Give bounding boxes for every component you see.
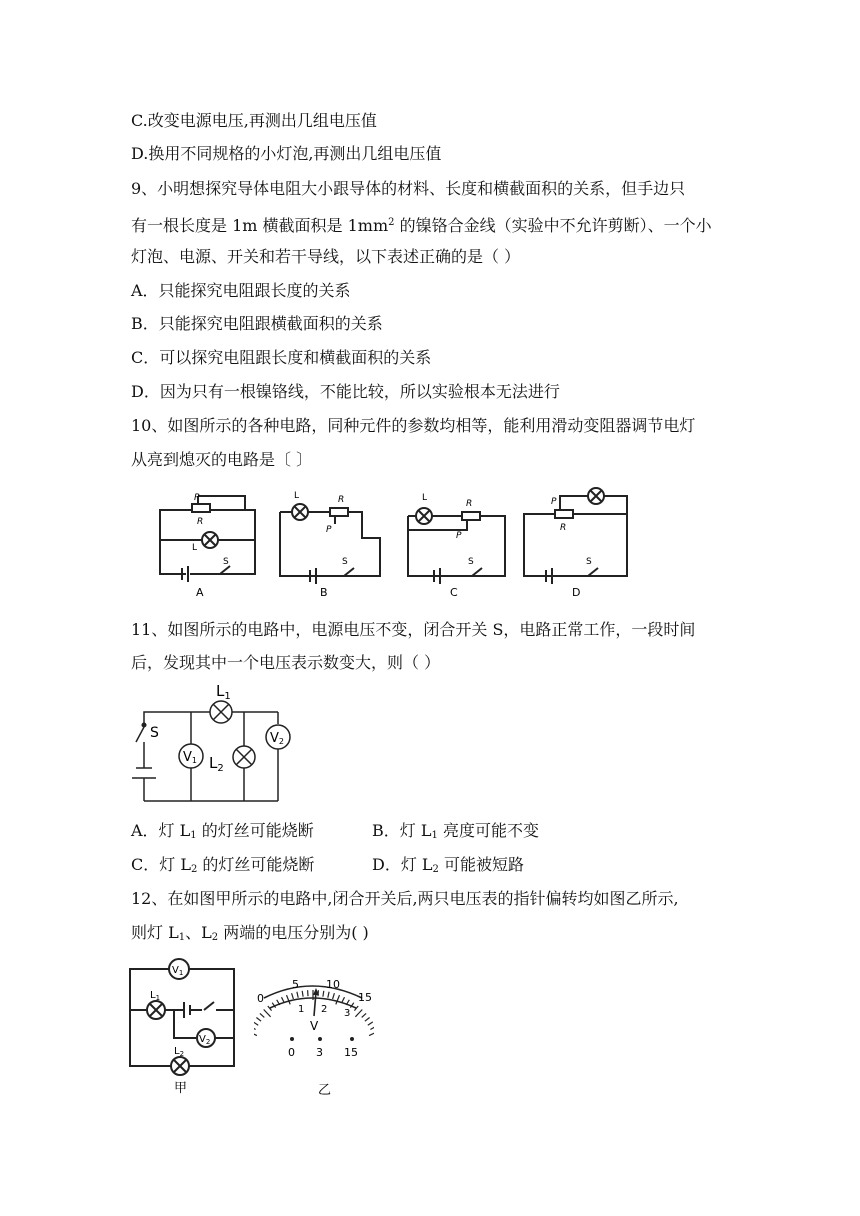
dial-tick [368, 1022, 373, 1025]
dial-tick [355, 1010, 362, 1017]
jia-v1-sub: 1 [178, 969, 184, 977]
yi-pointer [314, 992, 316, 1016]
circuit-c-l-label: L [422, 493, 428, 503]
q12-stem-line2-pre: 则灯 L [131, 923, 179, 942]
dial-tick [365, 1018, 370, 1022]
dial-tick [336, 995, 340, 1004]
yi-terminal-15-dot [350, 1037, 354, 1041]
circuit-d-frame [524, 514, 627, 576]
circuit-c-p-label: P [456, 531, 462, 541]
yi-tick-0: 0 [257, 992, 264, 1005]
jia-l1-label [150, 990, 160, 1002]
q11-v1-subscript: 1 [191, 756, 197, 765]
q11-option-b-sub: 1 [431, 830, 438, 841]
q11-option-a-post: 的灯丝可能烧断 [196, 821, 314, 840]
dial-tick [256, 1018, 261, 1022]
q11-l1-subscript: 1 [224, 691, 231, 702]
circuit-a-l-label: L [192, 543, 198, 553]
q9-stem-line3: 灯泡、电源、开关和若干导线，以下表述正确的是（ ） [131, 247, 521, 266]
circuit-c-r-label: R [466, 499, 473, 509]
jia-l2-label [174, 1046, 184, 1058]
circuit-b-rheostat [330, 508, 348, 516]
q11-circuit-figure [126, 680, 306, 805]
dial-tick [342, 997, 345, 1002]
q8-option-c: C.改变电源电压,再测出几组电压值 [131, 111, 377, 130]
q11-stem-line1: 11、如图所示的电路中，电源电压不变，闭合开关 S，电路正常工作，一段时间 [131, 620, 696, 639]
q11-option-d-post: 可能被短路 [438, 855, 525, 874]
circuit-c-rheostat [462, 512, 480, 520]
dial-tick [333, 993, 335, 999]
jia-l1-letter: L [150, 990, 156, 1001]
jia-v2-letter: V [199, 1034, 206, 1045]
yi-terminal-3: 3 [316, 1046, 323, 1059]
dial-tick [254, 1027, 256, 1030]
circuit-b-s-label: S [342, 557, 348, 567]
dial-tick [292, 993, 294, 999]
q11-l1-letter: L [216, 682, 225, 700]
q9-stem-superscript: 2 [388, 217, 395, 228]
circuit-b-caption: B [320, 586, 328, 599]
q9-stem-line2 [131, 213, 712, 236]
yi-tick-3: 3 [344, 1008, 351, 1019]
q9-stem-line1: 9、小明想探究导体电阻大小跟导体的材料、长度和横截面积的关系，但手边只 [131, 179, 686, 198]
jia-v2-sub: 2 [205, 1038, 211, 1046]
circuit-b-l-label: L [294, 491, 300, 501]
q10-circuit-figures [150, 482, 640, 602]
q10-stem-line2: 从亮到熄灭的电路是〔 〕 [131, 450, 313, 469]
q9-option-a: A．只能探究电阻跟长度的关系 [131, 281, 351, 300]
dial-tick [297, 992, 298, 998]
dial-tick [254, 1022, 258, 1025]
yi-tick-10: 10 [326, 978, 340, 991]
q12-stem-line2-post: 两端的电压分别为( ) [218, 923, 369, 942]
q11-l1-label [216, 682, 231, 702]
circuit-d-rheostat [555, 510, 573, 518]
q11-v2-subscript: 2 [278, 737, 284, 746]
q11-option-b-post: 亮度可能不变 [437, 821, 539, 840]
q11-option-d [372, 855, 524, 880]
circuit-a-p-label: P [194, 493, 200, 503]
dial-tick [264, 1010, 271, 1017]
jia-caption: 甲 [174, 1081, 188, 1096]
q12-stem-sub1: 1 [178, 932, 186, 943]
dial-tick [369, 1031, 374, 1035]
q11-v2-letter: V [270, 731, 279, 746]
circuit-d-caption: D [572, 586, 581, 599]
yi-unit-label: V [310, 1019, 319, 1033]
q11-option-c-pre: C．灯 L [131, 855, 191, 874]
circuit-b-p-label: P [326, 525, 332, 535]
dial-tick [260, 1013, 264, 1017]
q11-option-a [131, 821, 314, 846]
circuit-d-p-label: P [551, 497, 557, 507]
dial-tick [302, 991, 303, 997]
q12-stem-sub2: 2 [211, 932, 219, 943]
q11-option-d-sub: 2 [432, 864, 439, 875]
dial-tick [323, 991, 324, 997]
q12-stem-line2-mid: 、L [185, 923, 212, 942]
yi-terminal-0-dot [290, 1037, 294, 1041]
dial-tick [370, 1027, 374, 1030]
yi-tick-1: 1 [298, 1004, 305, 1015]
jia-l2-letter: L [174, 1046, 180, 1057]
jia-l1-sub: 1 [155, 994, 161, 1002]
q11-option-b-pre: B．灯 L [372, 821, 432, 840]
dial-tick [328, 992, 329, 998]
q11-v1-letter: V [183, 750, 192, 765]
q11-option-c-sub: 2 [190, 864, 198, 875]
circuit-a-rheostat [192, 504, 210, 512]
q12-figure-jia [124, 958, 244, 1098]
q11-option-d-pre: D．灯 L [372, 855, 433, 874]
q11-option-c [131, 855, 314, 880]
q11-option-c-post: 的灯丝可能烧断 [197, 855, 315, 874]
dial-tick [287, 995, 291, 1004]
dial-tick [362, 1013, 366, 1017]
q11-stem-line2: 后，发现其中一个电压表示数变大，则（ ） [131, 653, 441, 672]
q10-stem-line1: 10、如图所示的各种电路，同种元件的参数均相等，能利用滑动变阻器调节电灯 [131, 416, 696, 435]
q11-l2-label [209, 754, 224, 774]
q9-option-d: D．因为只有一根镍铬线，不能比较，所以实验根本无法进行 [131, 382, 560, 401]
circuit-b-r-label: R [338, 495, 345, 505]
q12-stem-line1: 12、在如图甲所示的电路中,闭合开关后,两只电压表的指针偏转均如图乙所示, [131, 889, 679, 908]
q11-l2-letter: L [209, 754, 218, 772]
yi-terminal-3-dot [318, 1037, 322, 1041]
yi-tick-5: 5 [292, 978, 299, 991]
q11-option-a-pre: A．灯 L [131, 821, 191, 840]
circuit-c-caption: C [450, 586, 458, 599]
q11-option-b [372, 821, 539, 846]
q12-stem-line2 [131, 923, 369, 948]
circuit-d-r-label: R [560, 523, 567, 533]
q11-l2-subscript: 2 [217, 763, 224, 774]
q11-option-a-sub: 1 [190, 830, 197, 841]
circuit-c-s-label: S [468, 557, 474, 567]
circuit-a-s-label: S [223, 557, 229, 567]
q9-option-b: B．只能探究电阻跟横截面积的关系 [131, 314, 383, 333]
circuit-a-r-label: R [197, 517, 204, 527]
circuit-a-caption: A [196, 586, 204, 599]
q9-stem-line2-b: 的镍铬合金线（实验中不允许剪断）、一个小 [394, 216, 712, 235]
yi-tick-15: 15 [358, 991, 372, 1004]
q12-figure-yi [254, 970, 374, 1096]
dial-tick [254, 1031, 257, 1035]
yi-terminal-0: 0 [288, 1046, 295, 1059]
jia-v1-letter: V [172, 965, 179, 976]
q9-stem-line2-a: 有一根长度是 1m 横截面积是 1mm [131, 216, 389, 235]
yi-tick-2: 2 [321, 1004, 328, 1015]
jia-l2-sub: 2 [179, 1050, 185, 1058]
q11-switch-label: S [150, 725, 159, 741]
yi-terminal-15: 15 [344, 1046, 358, 1059]
yi-caption: 乙 [318, 1083, 332, 1096]
dial-tick [282, 997, 285, 1002]
q8-option-d: D.换用不同规格的小灯泡,再测出几组电压值 [131, 144, 442, 163]
q9-option-c: C．可以探究电阻跟长度和横截面积的关系 [131, 348, 432, 367]
circuit-d-s-label: S [586, 557, 592, 567]
